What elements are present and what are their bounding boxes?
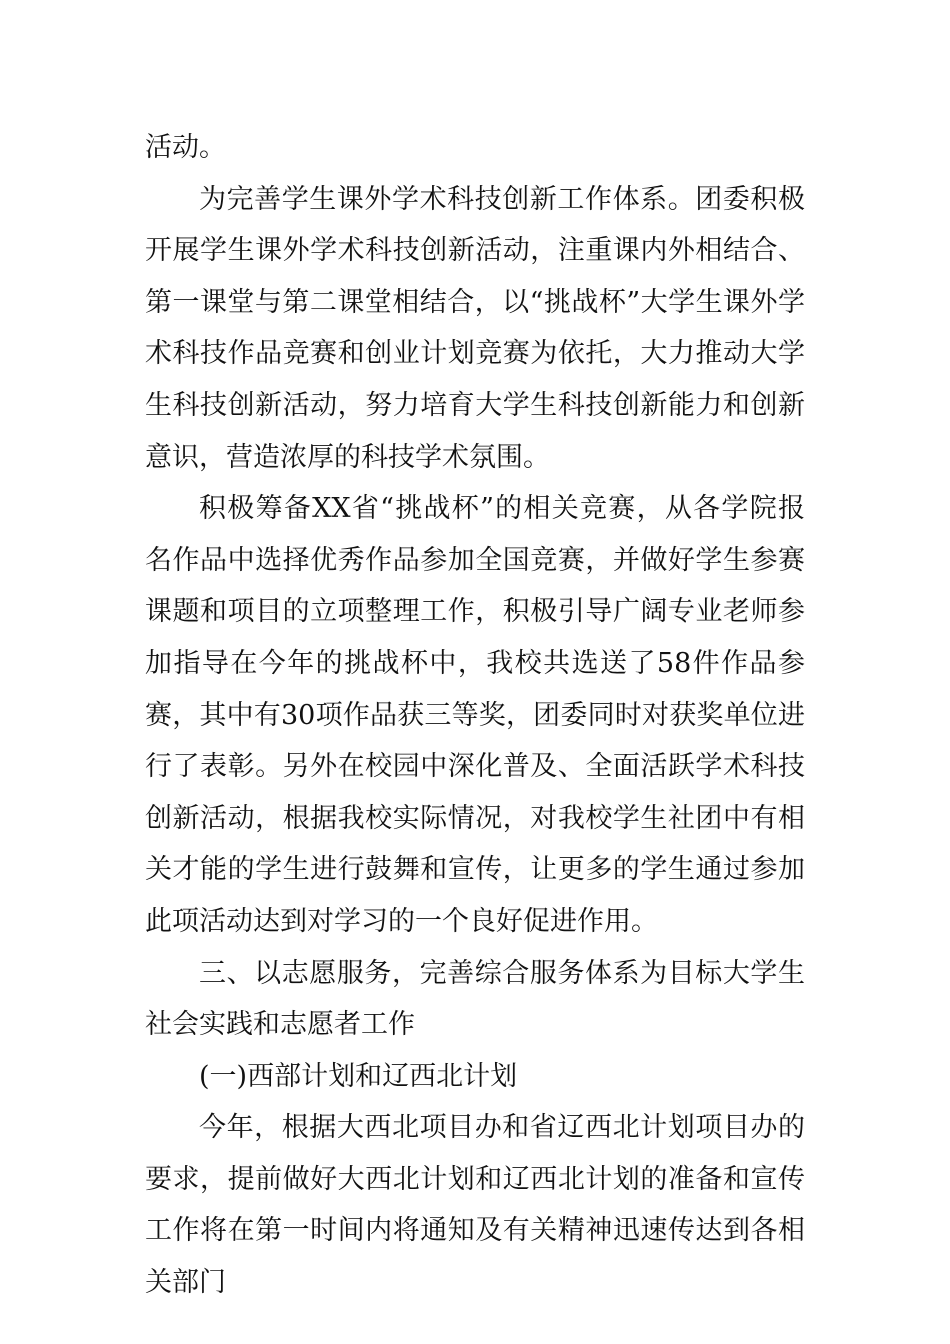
subsection-heading-west-plan: (一)西部计划和辽西北计划 [199, 1060, 518, 1092]
paragraph-continuation: 活动。 [145, 132, 226, 163]
paragraph-challenge-cup: 积极筹备XX省“挑战杯”的相关竞赛，从各学院报名作品中选择优秀作品参加全国竞赛，并做好学生参赛课题和项目的立项整理工作，积极引导广阔专业老师参加指导在今年的挑战杯中，我校共选送了58件作品参赛，其中有30项作品获三等奖，团委同时对获奖单位进行了表彰。另外在校园中深化普及、全面活跃学术科技创新活动，根据我校实际情况，对我校学生社团中有相关才能的学生进行鼓舞和宣传，让更多的学生通过参加此项活动达到对学习的一个良好促进作用。 [145, 493, 805, 937]
section-heading-volunteer-work: 三、以志愿服务，完善综合服务体系为目标大学生社会实践和志愿者工作 [145, 957, 805, 1041]
document-body [145, 122, 805, 1309]
paragraph-innovation-system: 为完善学生课外学术科技创新工作体系。团委积极开展学生课外学术科技创新活动，注重课内外相结合、第一课堂与第二课堂相结合，以“挑战杯”大学生课外学术科技作品竞赛和创业计划竞赛为依托，大力推动大学生科技创新活动，努力培育大学生科技创新能力和创新意识，营造浓厚的科技学术氛围。 [145, 183, 805, 473]
paragraph-west-plan: 今年，根据大西北项目办和省辽西北计划项目办的要求，提前做好大西北计划和辽西北计划的准备和宣传工作将在第一时间内将通知及有关精神迅速传达到各相关部门 [145, 1112, 805, 1299]
